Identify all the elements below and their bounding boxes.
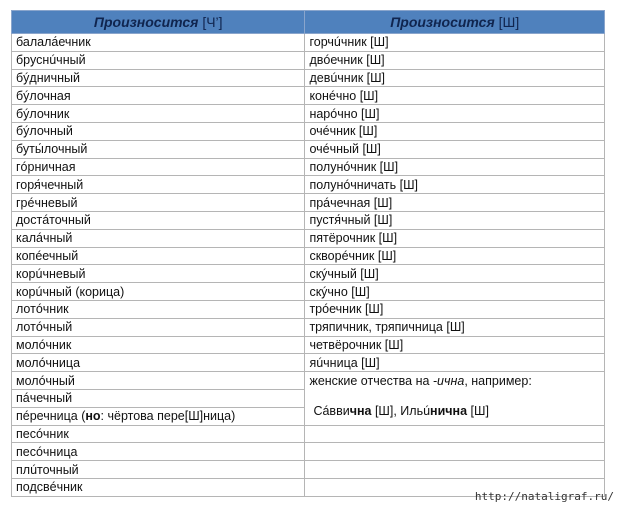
right-word-cell: нарóчно [Ш] [305,105,605,123]
table-row [12,229,605,247]
pronunciation-table [11,10,605,497]
right-word-cell: прáчечная [Ш] [305,194,605,212]
left-word-cell: гóрничная [12,158,305,176]
note-example-text: Сáвви [313,404,350,419]
left-word-cell: корúчный (корица) [12,283,305,301]
left-word-cell: корúчневый [12,265,305,283]
note-text: , например: [464,374,532,389]
watermark-url: http://nataligraf.ru/ [474,490,614,503]
left-word-cell: достáточный [12,211,305,229]
left-word-cell: буты́лочный [12,140,305,158]
left-word-cell: лотóчный [12,318,305,336]
header-left-sound: [Ч’] [202,14,223,30]
left-word-cell [12,407,305,425]
right-word-cell: полунóчник [Ш] [305,158,605,176]
table-row [12,122,605,140]
right-word-cell: четвёрочник [Ш] [305,336,605,354]
right-empty-cell [305,443,605,461]
note-example-text: [Ш], Ильú [371,404,431,419]
patronymic-note-cell [305,372,605,425]
right-word-cell: скýчный [Ш] [305,265,605,283]
header-right [305,11,605,34]
left-word-cell: плúточный [12,461,305,479]
table-row [12,34,605,52]
header-right-sound: [Ш] [498,14,520,30]
table-row [12,87,605,105]
table-row [12,336,605,354]
header-left [12,11,305,34]
table-row [12,158,605,176]
left-word-text: : чёртова пере[Ш]ница) [100,409,236,424]
right-word-cell: конéчно [Ш] [305,87,605,105]
note-text: женские отчества на [309,374,433,389]
right-empty-cell [305,425,605,443]
left-word-cell: молóчник [12,336,305,354]
right-word-cell: очéчник [Ш] [305,122,605,140]
table-row [12,105,605,123]
table-row [12,211,605,229]
left-word-cell: песóчник [12,425,305,443]
left-word-bold: но [85,409,101,424]
right-word-cell: девúчник [Ш] [305,69,605,87]
table-row [12,194,605,212]
note-suffix: -ична [432,374,465,389]
table-row [12,354,605,372]
table-row [12,318,605,336]
right-word-cell: очéчный [Ш] [305,140,605,158]
left-word-cell: бýдничный [12,69,305,87]
header-left-title: Произносится [93,14,199,30]
left-word-cell: грéчневый [12,194,305,212]
left-word-cell: бýлочник [12,105,305,123]
right-word-cell: трóечник [Ш] [305,300,605,318]
right-word-cell: горчúчник [Ш] [305,34,605,52]
left-word-text: пéречница ( [16,409,86,424]
right-word-cell: тряпичник, тряпичница [Ш] [305,318,605,336]
left-word-cell: пáчечный [12,389,305,407]
left-word-cell: бýлочный [12,122,305,140]
table-row [12,283,605,301]
table-row [12,461,605,479]
note-examples [309,402,600,420]
left-word-cell: бруснúчный [12,51,305,69]
table-header-row [12,11,605,34]
left-word-cell: калáчный [12,229,305,247]
note-example-bold: чна [349,404,372,419]
left-word-cell: подсвéчник [12,478,305,496]
left-word-cell: копéечный [12,247,305,265]
left-word-cell: песóчница [12,443,305,461]
table-row [12,265,605,283]
right-word-cell: двóечник [Ш] [305,51,605,69]
left-word-cell: горя́чечный [12,176,305,194]
table-row [12,176,605,194]
note-example-text: [Ш] [467,404,489,419]
table-row [12,140,605,158]
right-word-cell: пустя́чный [Ш] [305,211,605,229]
table-row [12,51,605,69]
right-word-cell: пятёрочник [Ш] [305,229,605,247]
note-line [309,372,600,390]
right-word-cell: скýчно [Ш] [305,283,605,301]
table-row [12,300,605,318]
left-word-cell: молóчница [12,354,305,372]
table-row [12,247,605,265]
right-word-cell: полунóчничать [Ш] [305,176,605,194]
table-row [12,443,605,461]
table-row [12,69,605,87]
note-example-bold: нична [430,404,468,419]
table-row [12,372,605,390]
left-word-cell: бýлочная [12,87,305,105]
right-word-cell: яúчница [Ш] [305,354,605,372]
header-right-title: Произносится [390,14,495,30]
left-word-cell: балала́ечник [12,34,305,52]
left-word-cell: молóчный [12,372,305,390]
left-word-cell: лотóчник [12,300,305,318]
table-row [12,425,605,443]
right-word-cell: скворéчник [Ш] [305,247,605,265]
right-empty-cell [305,461,605,479]
